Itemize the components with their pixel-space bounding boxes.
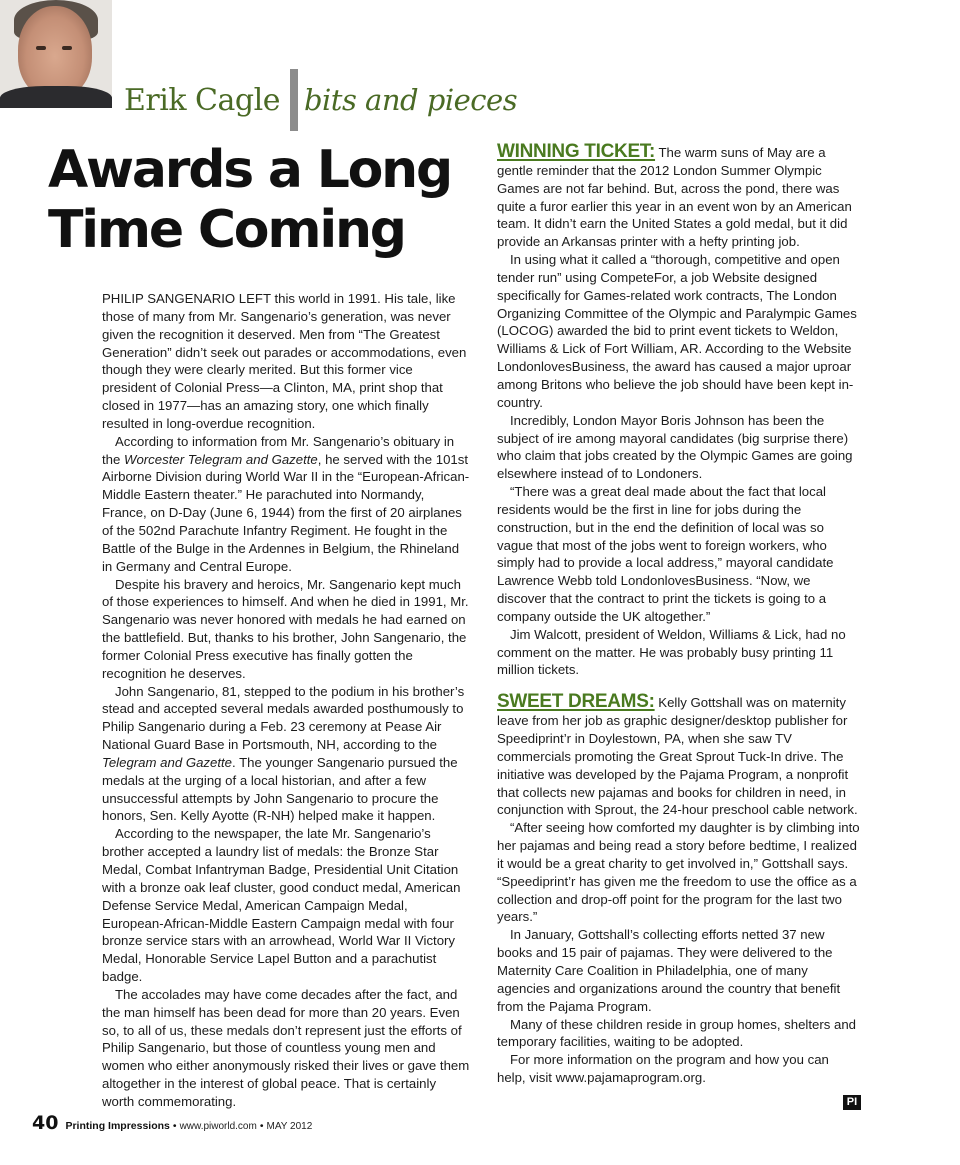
footer-separator: •	[172, 1120, 177, 1132]
brief-paragraph: In using what it called a “thorough, competitive and open tender run” using CompeteFor, a job Website designed specifically for Games-related work contracts, The London Organizing Committee of the Olympic and Paralympic Games (LOCOG) awarded the bid to print event tickets to Weldon, Williams & Lick of Fort William, AR. According to the Website LondonlovesBusiness, the award has caused a major uproar among Britons who believe the job should have been kept in-country.	[497, 252, 857, 410]
article-paragraph	[102, 576, 470, 683]
paragraph-text: , he served with the 101st Airborne Division during World War II in the “European-African-Middle Eastern theater.” He parachuted into Normandy, France, on D-Day (June 6, 1944) from the first of 20 airplanes of the 502nd Parachute Infantry Regiment. He fought in the Battle of the Bulge in the Ardennes in Belgium, the Rhineland in Germany and Central Europe.	[102, 451, 470, 574]
article-paragraph	[102, 290, 470, 433]
article-paragraph	[102, 683, 470, 826]
paragraph-text: . The younger Sangenario pursued the medals at the urging of a local historian, and after a few unsuccessful attempts by John Sangenario to procure the honors, Sen. Kelly Ayotte (R-NH) helped make it happen.	[102, 754, 458, 824]
headline-line-2: Time Coming	[48, 200, 405, 260]
brief-paragraph: For more information on the program and how you can help, visit www.pajamaprogram.org.	[497, 1052, 829, 1086]
paragraph-text: According to the newspaper, the late Mr. Sangenario’s brother accepted a laundry list of medals: the Bronze Star Medal, Combat Infantryman Badge, Presidential Unit Citation with a bronze oak leaf cluster, good conduct medal, American Defense Service Medal, American Campaign Medal, European-African-Middle Eastern Campaign medal with four bronze service stars with an arrowhead, World War II Victory Medal, Honorable Service Lapel Button and a parachutist badge.	[102, 826, 461, 985]
paragraph-text: According to information from Mr. Sangenario’s obituary in the	[102, 433, 455, 467]
issue-date: MAY 2012	[266, 1121, 313, 1132]
article-paragraph	[102, 433, 470, 576]
paragraph-text: The accolades may have come decades after the fact, and the man himself has been dead for more than 20 years. Even so, to all of us, these medals don’t represent just the efforts of Philip Sangenario, but those of countless young men and women who either anonymously risked their lives or gave them altogether in the interest of global peace. That is certainly worth commemorating.	[102, 986, 470, 1109]
author-photo	[0, 0, 112, 108]
article-paragraph	[102, 986, 470, 1111]
brief-paragraph: Many of these children reside in group homes, shelters and temporary facilities, waiting to be adopted.	[497, 1016, 856, 1050]
page-number: 40	[32, 1112, 59, 1134]
publication-title: Worcester Telegram and Gazette	[124, 451, 318, 467]
column-name: bits and pieces	[303, 83, 518, 117]
publication-url: www.piworld.com	[179, 1121, 257, 1132]
section-heading-sweet-dreams: SWEET DREAMS:	[497, 691, 655, 713]
brief-paragraph: “After seeing how comforted my daughter is by climbing into her pajamas and being read a story before bedtime, I realized it would be a great charity to get involved in,” Gottshall says. “Speediprint’r has given me the freedom to use the office as a collection and drop-off point for the program for the last two years.”	[497, 820, 860, 925]
brief-paragraph: Incredibly, London Mayor Boris Johnson has been the subject of ire among mayoral candidates (big surprise there) who claim that jobs created by the Olympic Games are going elsewhere instead of to Londoners.	[497, 412, 853, 482]
section-lead-text: The warm suns of May are a gentle reminder that the 2012 London Summer Olympic Games are not far behind. But, across the pond, there was quite a furor earlier this year in an event won by an American team. It didn’t earn the United States a gold medal, but it did provide an Arkansas printer with a hefty printing job.	[497, 145, 852, 250]
author-name: Erik Cagle	[124, 82, 280, 118]
brief-paragraph: In January, Gottshall’s collecting efforts netted 37 new books and 15 pair of pajamas. They were delivered to the Maternity Care Coalition in Philadelphia, one of many agencies and organizations around the country that benefit from the Pajama Program.	[497, 927, 841, 1014]
left-column-article	[102, 290, 470, 1111]
paragraph-text: John Sangenario, 81, stepped to the podium in his brother’s stead and accepted several medals awarded posthumously to Philip Sangenario during a Feb. 23 ceremony at Pease Air National Guard Base in Portsmouth, NH, according to the	[102, 683, 465, 753]
article-headline	[48, 140, 468, 260]
end-mark-logo: PI	[843, 1095, 861, 1110]
headline-line-1: Awards a Long	[48, 140, 451, 200]
section-winning-ticket-body	[497, 251, 860, 679]
page-footer	[32, 1112, 312, 1134]
paragraph-text: Despite his bravery and heroics, Mr. Sangenario kept much of those experiences to himself. And when he died in 1991, Mr. Sangenario was never honored with medals he had earned on the battlefield. But, thanks to his brother, John Sangenario, the former Colonial Press executive has finally gotten the recognition he deserves.	[102, 576, 469, 681]
section-sweet-dreams-lead	[497, 693, 860, 819]
brief-paragraph: Jim Walcott, president of Weldon, Williams & Lick, had no comment on the matter. He was probably busy printing 11 million tickets.	[497, 626, 846, 678]
right-column-briefs	[497, 143, 860, 1087]
publication-title: Telegram and Gazette	[102, 754, 233, 770]
brief-paragraph: “There was a great deal made about the fact that local residents would be the first in line for jobs during the construction, but in the end the definition of local was so vague that most of the jobs went to foreign workers, who simply had to provide a local address,” mayoral candidate Lawrence Webb told LondonlovesBusiness. “Now, we discover that the contract to print the tickets is going to a company outside the UK altogether.”	[497, 484, 834, 624]
footer-separator: •	[259, 1120, 264, 1132]
section-lead-text: Kelly Gottshall was on maternity leave from her job as graphic designer/desktop publisher for Speediprint’r in Doylestown, PA, when she saw TV commercials promoting the Great Sprout Tuck-In drive. The initiative was developed by the Pajama Program, a nonprofit that collects new pajamas and books for children in need, in conjunction with Sprout, the 24-hour preschool cable network.	[497, 695, 858, 818]
article-paragraph	[102, 825, 470, 986]
byline-divider	[290, 69, 298, 131]
publication-name: Printing Impressions	[65, 1120, 170, 1132]
section-winning-ticket-lead	[497, 143, 860, 251]
byline	[124, 74, 517, 126]
section-sweet-dreams-body	[497, 819, 860, 1087]
section-heading-winning-ticket: WINNING TICKET:	[497, 141, 656, 162]
paragraph-text: PHILIP SANGENARIO LEFT this world in 1991. His tale, like those of many from Mr. Sangenario’s generation, was never given the recognition it deserved. Men from “The Greatest Generation” didn’t seek out parades or accommodations, even though they were clearly merited. But this former vice president of Colonial Press—a Clinton, MA, print shop that closed in 1977—has an amazing story, one which finally resulted in long-overdue recognition.	[102, 291, 467, 431]
